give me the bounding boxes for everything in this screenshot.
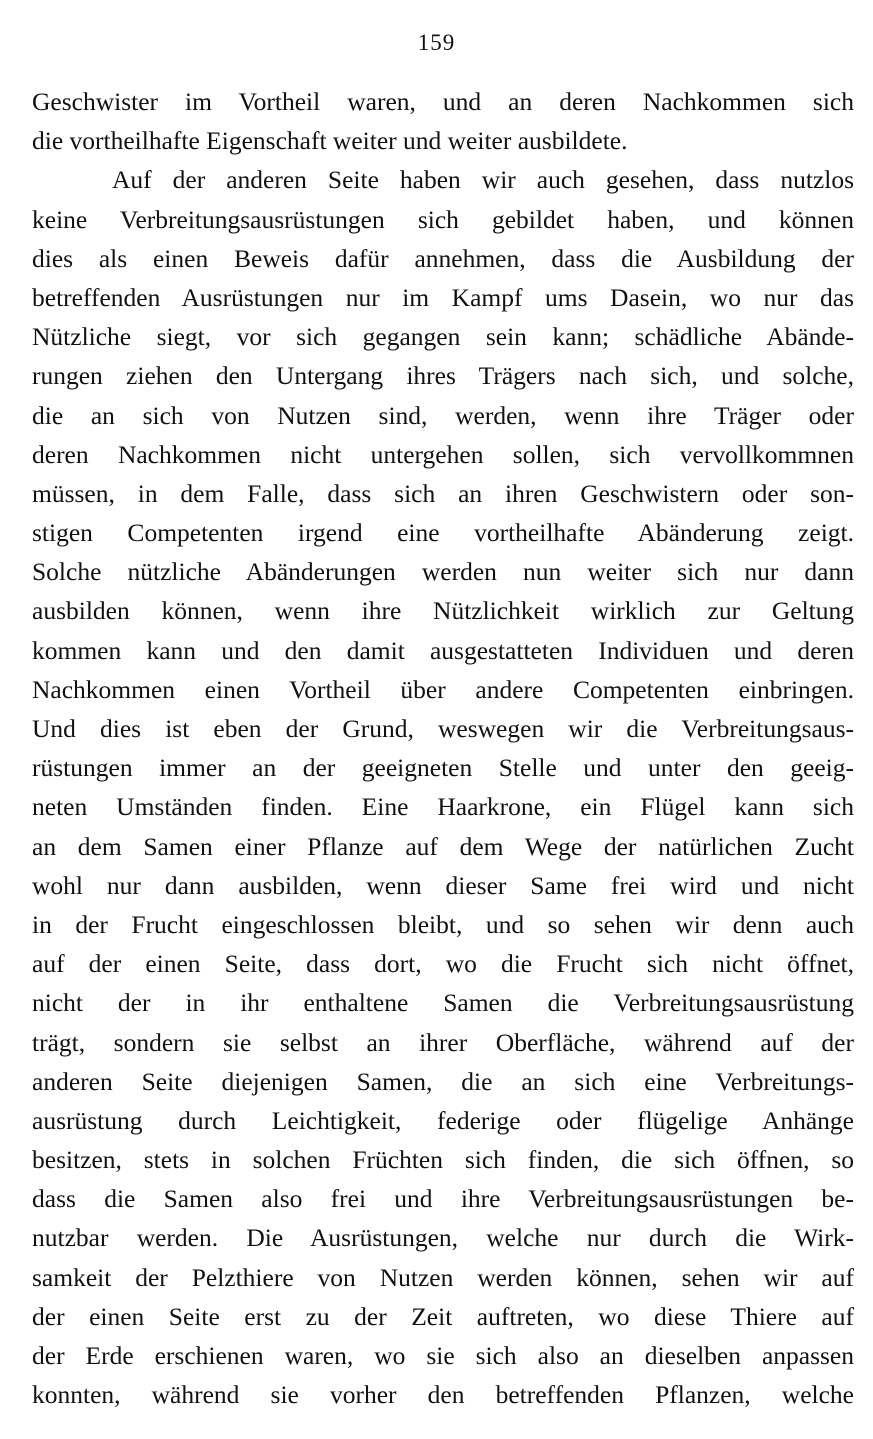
text-line: rungen ziehen den Untergang ihres Trägers nach sich, und solche, <box>32 361 854 391</box>
text-line: die an sich von Nutzen sind, werden, wenn ihre Träger oder <box>32 400 854 430</box>
text-line: samkeit der Pelzthiere von Nutzen werden können, sehen wir auf <box>32 1262 854 1292</box>
text-line: betreffenden Ausrüstungen nur im Kampf ums Dasein, wo nur das <box>32 282 854 312</box>
text-line: anderen Seite diejenigen Samen, die an sich eine Verbreitungs- <box>32 1066 854 1096</box>
page-number: 159 <box>417 30 456 55</box>
text-line: nicht der in ihr enthaltene Samen die Verbreitungsausrüstung <box>32 988 854 1018</box>
body-text <box>32 82 854 1414</box>
text-line: kommen kann und den damit ausgestatteten Individuen und deren <box>32 635 854 665</box>
text-line: an dem Samen einer Pflanze auf dem Wege der natürlichen Zucht <box>32 831 854 861</box>
text-line: Solche nützliche Abänderungen werden nun weiter sich nur dann <box>32 557 854 587</box>
text-line: der Erde erschienen waren, wo sie sich also an dieselben anpassen <box>32 1341 854 1370</box>
text-line: in der Frucht eingeschlossen bleibt, und so sehen wir denn auch <box>32 909 854 939</box>
text-line: besitzen, stets in solchen Früchten sich finden, die sich öffnen, so <box>32 1145 854 1175</box>
text-line: ausrüstung durch Leichtigkeit, federige oder flügelige Anhänge <box>32 1105 854 1135</box>
text-line: dies als einen Beweis dafür annehmen, dass die Ausbildung der <box>32 243 854 273</box>
text-line: konnten, während sie vorher den betreffenden Pflanzen, welche <box>32 1380 854 1410</box>
text-line: Nützliche siegt, vor sich gegangen sein kann; schädliche Abände- <box>32 322 854 352</box>
text-line: dass die Samen also frei und ihre Verbreitungsausrüstungen be- <box>32 1184 854 1214</box>
text-line: Geschwister im Vortheil waren, und an deren Nachkommen sich <box>32 87 854 116</box>
text-line: stigen Competenten irgend eine vortheilhafte Abänderung zeigt. <box>32 518 854 548</box>
text-line: der einen Seite erst zu der Zeit auftreten, wo diese Thiere auf <box>32 1301 854 1331</box>
text-line: müssen, in dem Falle, dass sich an ihren Geschwistern oder son- <box>32 478 854 508</box>
text-line: neten Umständen finden. Eine Haarkrone, ein Flügel kann sich <box>32 792 854 822</box>
text-line: Und dies ist eben der Grund, weswegen wir die Verbreitungsaus- <box>32 714 854 743</box>
text-line: wohl nur dann ausbilden, wenn dieser Same frei wird und nicht <box>32 870 854 900</box>
text-line: rüstungen immer an der geeigneten Stelle und unter den geeig- <box>32 753 854 783</box>
text-line: ausbilden können, wenn ihre Nützlichkeit wirklich zur Geltung <box>32 596 854 626</box>
text-line: die vortheilhafte Eigenschaft weiter und weiter ausbildete. <box>32 126 628 156</box>
text-line: auf der einen Seite, dass dort, wo die Frucht sich nicht öffnet, <box>32 949 854 979</box>
text-line: keine Verbreitungsausrüstungen sich gebildet haben, und können <box>32 204 854 234</box>
text-line: trägt, sondern sie selbst an ihrer Oberfläche, während auf der <box>32 1027 854 1057</box>
text-line: Auf der anderen Seite haben wir auch gesehen, dass nutzlos <box>112 165 854 195</box>
text-line: Nachkommen einen Vortheil über andere Competenten einbringen. <box>32 674 854 704</box>
text-line: nutzbar werden. Die Ausrüstungen, welche nur durch die Wirk- <box>32 1223 854 1253</box>
text-line: deren Nachkommen nicht untergehen sollen, sich vervollkommnen <box>32 439 854 469</box>
